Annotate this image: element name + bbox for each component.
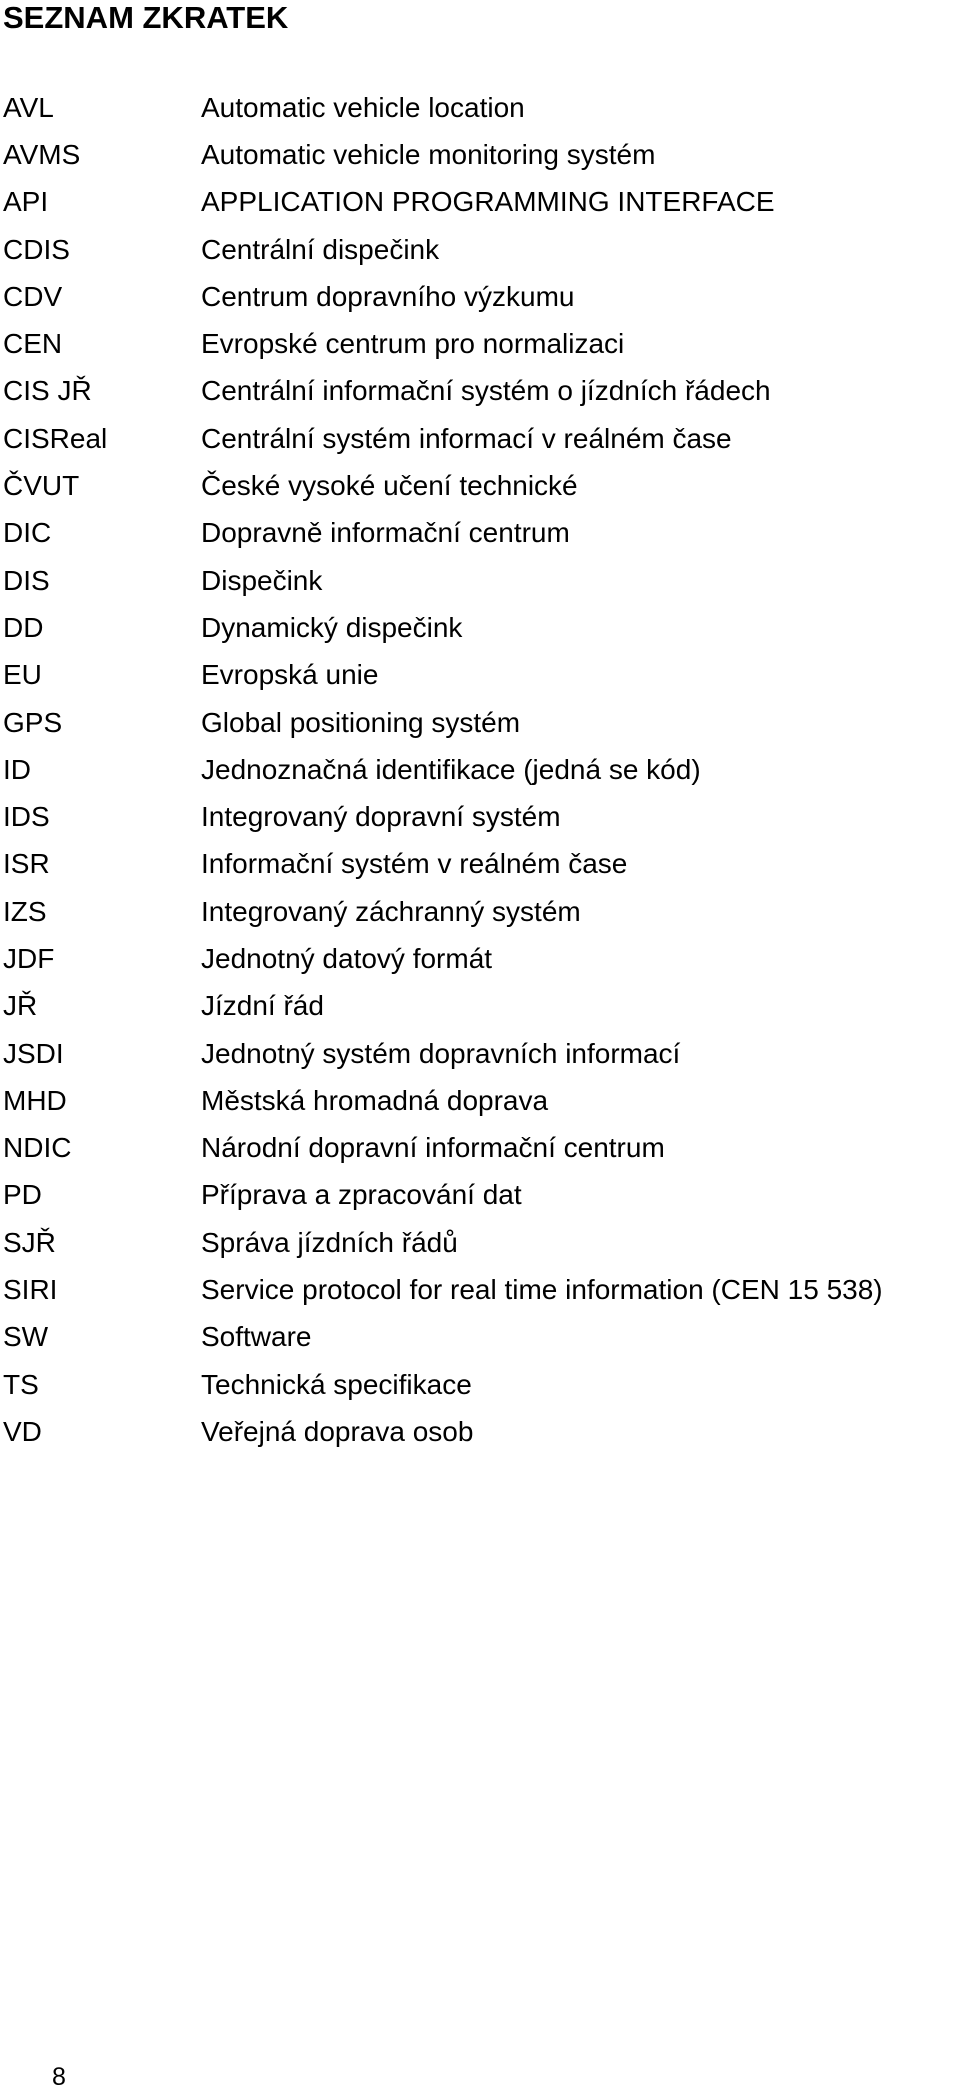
- abbreviation-term: SJŘ: [3, 1226, 56, 1258]
- abbreviation-term: NDIC: [3, 1132, 72, 1164]
- abbreviation-row: [3, 273, 953, 320]
- abbreviation-row: [3, 604, 953, 651]
- abbreviation-meaning: Příprava a zpracování dat: [201, 1179, 522, 1211]
- abbreviation-term: CEN: [3, 328, 63, 360]
- abbreviation-meaning: Dynamický dispečink: [201, 611, 463, 643]
- page-title: SEZNAM ZKRATEK: [3, 0, 289, 35]
- abbreviation-meaning: Centrální systém informací v reálném čase: [201, 422, 732, 454]
- abbreviation-row: [3, 699, 953, 746]
- abbreviation-term: PD: [3, 1179, 42, 1211]
- abbreviation-row: [3, 1030, 953, 1077]
- abbreviation-term: CDV: [3, 280, 63, 312]
- abbreviation-meaning: Informační systém v reálném čase: [201, 848, 628, 880]
- abbreviation-row: [3, 888, 953, 935]
- abbreviation-row: [3, 84, 953, 131]
- abbreviation-row: [3, 1077, 953, 1124]
- abbreviation-row: [3, 320, 953, 367]
- abbreviation-meaning: Software: [201, 1321, 312, 1353]
- abbreviation-meaning: Integrovaný dopravní systém: [201, 801, 561, 833]
- abbreviation-row: [3, 557, 953, 604]
- abbreviation-row: [3, 793, 953, 840]
- abbreviation-meaning: Technická specifikace: [201, 1368, 472, 1400]
- page-number: 8: [52, 2063, 66, 2091]
- abbreviation-term: CISReal: [3, 422, 108, 454]
- abbreviation-term: DD: [3, 611, 44, 643]
- abbreviation-term: ČVUT: [3, 470, 80, 502]
- abbreviation-row: [3, 746, 953, 793]
- abbreviation-meaning: Jednotný systém dopravních informací: [201, 1037, 681, 1069]
- abbreviation-term: DIS: [3, 564, 50, 596]
- abbreviation-row: [3, 462, 953, 509]
- abbreviation-row: [3, 935, 953, 982]
- abbreviation-row: [3, 510, 953, 557]
- abbreviation-meaning: APPLICATION PROGRAMMING INTERFACE: [201, 186, 775, 218]
- abbreviation-row: [3, 1361, 953, 1408]
- abbreviation-meaning: České vysoké učení technické: [201, 470, 578, 502]
- abbreviation-term: EU: [3, 659, 42, 691]
- abbreviation-meaning: Jednoznačná identifikace (jedná se kód): [201, 753, 701, 785]
- abbreviation-meaning: Jednotný datový formát: [201, 942, 493, 974]
- abbreviation-term: GPS: [3, 706, 63, 738]
- abbreviation-meaning: Automatic vehicle location: [201, 91, 525, 123]
- abbreviation-row: [3, 226, 953, 273]
- abbreviation-term: API: [3, 186, 49, 218]
- abbreviation-meaning: Veřejná doprava osob: [201, 1415, 474, 1447]
- abbreviation-row: [3, 1219, 953, 1266]
- abbreviation-term: CIS JŘ: [3, 375, 92, 407]
- abbreviation-term: IDS: [3, 801, 50, 833]
- abbreviation-row: [3, 179, 953, 226]
- abbreviation-term: JDF: [3, 942, 55, 974]
- abbreviation-term: SIRI: [3, 1274, 58, 1306]
- abbreviation-row: [3, 983, 953, 1030]
- abbreviation-row: [3, 841, 953, 888]
- abbreviation-meaning: Jízdní řád: [201, 990, 324, 1022]
- abbreviation-term: ID: [3, 753, 31, 785]
- abbreviation-meaning: Městská hromadná doprava: [201, 1084, 549, 1116]
- abbreviation-meaning: Evropské centrum pro normalizaci: [201, 328, 625, 360]
- abbreviation-row: [3, 1266, 953, 1313]
- abbreviation-term: AVMS: [3, 138, 81, 170]
- abbreviation-term: JŘ: [3, 990, 38, 1022]
- abbreviation-meaning: Dispečink: [201, 564, 323, 596]
- abbreviation-list: [3, 84, 953, 1456]
- abbreviation-term: AVL: [3, 91, 54, 123]
- abbreviation-row: [3, 652, 953, 699]
- abbreviation-meaning: Dopravně informační centrum: [201, 517, 570, 549]
- abbreviation-meaning: Integrovaný záchranný systém: [201, 895, 581, 927]
- abbreviation-term: VD: [3, 1415, 42, 1447]
- abbreviation-meaning: Service protocol for real time information (CEN 15 538): [201, 1274, 883, 1306]
- abbreviation-row: [3, 1125, 953, 1172]
- abbreviation-term: ISR: [3, 848, 50, 880]
- abbreviation-row: [3, 1408, 953, 1455]
- abbreviation-term: DIC: [3, 517, 52, 549]
- abbreviation-row: [3, 368, 953, 415]
- abbreviation-meaning: Global positioning systém: [201, 706, 521, 738]
- abbreviation-term: MHD: [3, 1084, 67, 1116]
- abbreviation-row: [3, 415, 953, 462]
- abbreviation-meaning: Centrální informační systém o jízdních řádech: [201, 375, 771, 407]
- abbreviation-meaning: Centrum dopravního výzkumu: [201, 280, 575, 312]
- abbreviation-meaning: Správa jízdních řádů: [201, 1226, 458, 1258]
- abbreviation-term: JSDI: [3, 1037, 64, 1069]
- abbreviation-meaning: Evropská unie: [201, 659, 379, 691]
- abbreviation-meaning: Automatic vehicle monitoring systém: [201, 138, 656, 170]
- abbreviation-row: [3, 1172, 953, 1219]
- abbreviation-meaning: Národní dopravní informační centrum: [201, 1132, 665, 1164]
- abbreviation-term: SW: [3, 1321, 49, 1353]
- abbreviation-term: TS: [3, 1368, 39, 1400]
- abbreviation-row: [3, 131, 953, 178]
- abbreviation-term: CDIS: [3, 233, 70, 265]
- abbreviation-row: [3, 1314, 953, 1361]
- abbreviation-term: IZS: [3, 895, 47, 927]
- abbreviation-meaning: Centrální dispečink: [201, 233, 440, 265]
